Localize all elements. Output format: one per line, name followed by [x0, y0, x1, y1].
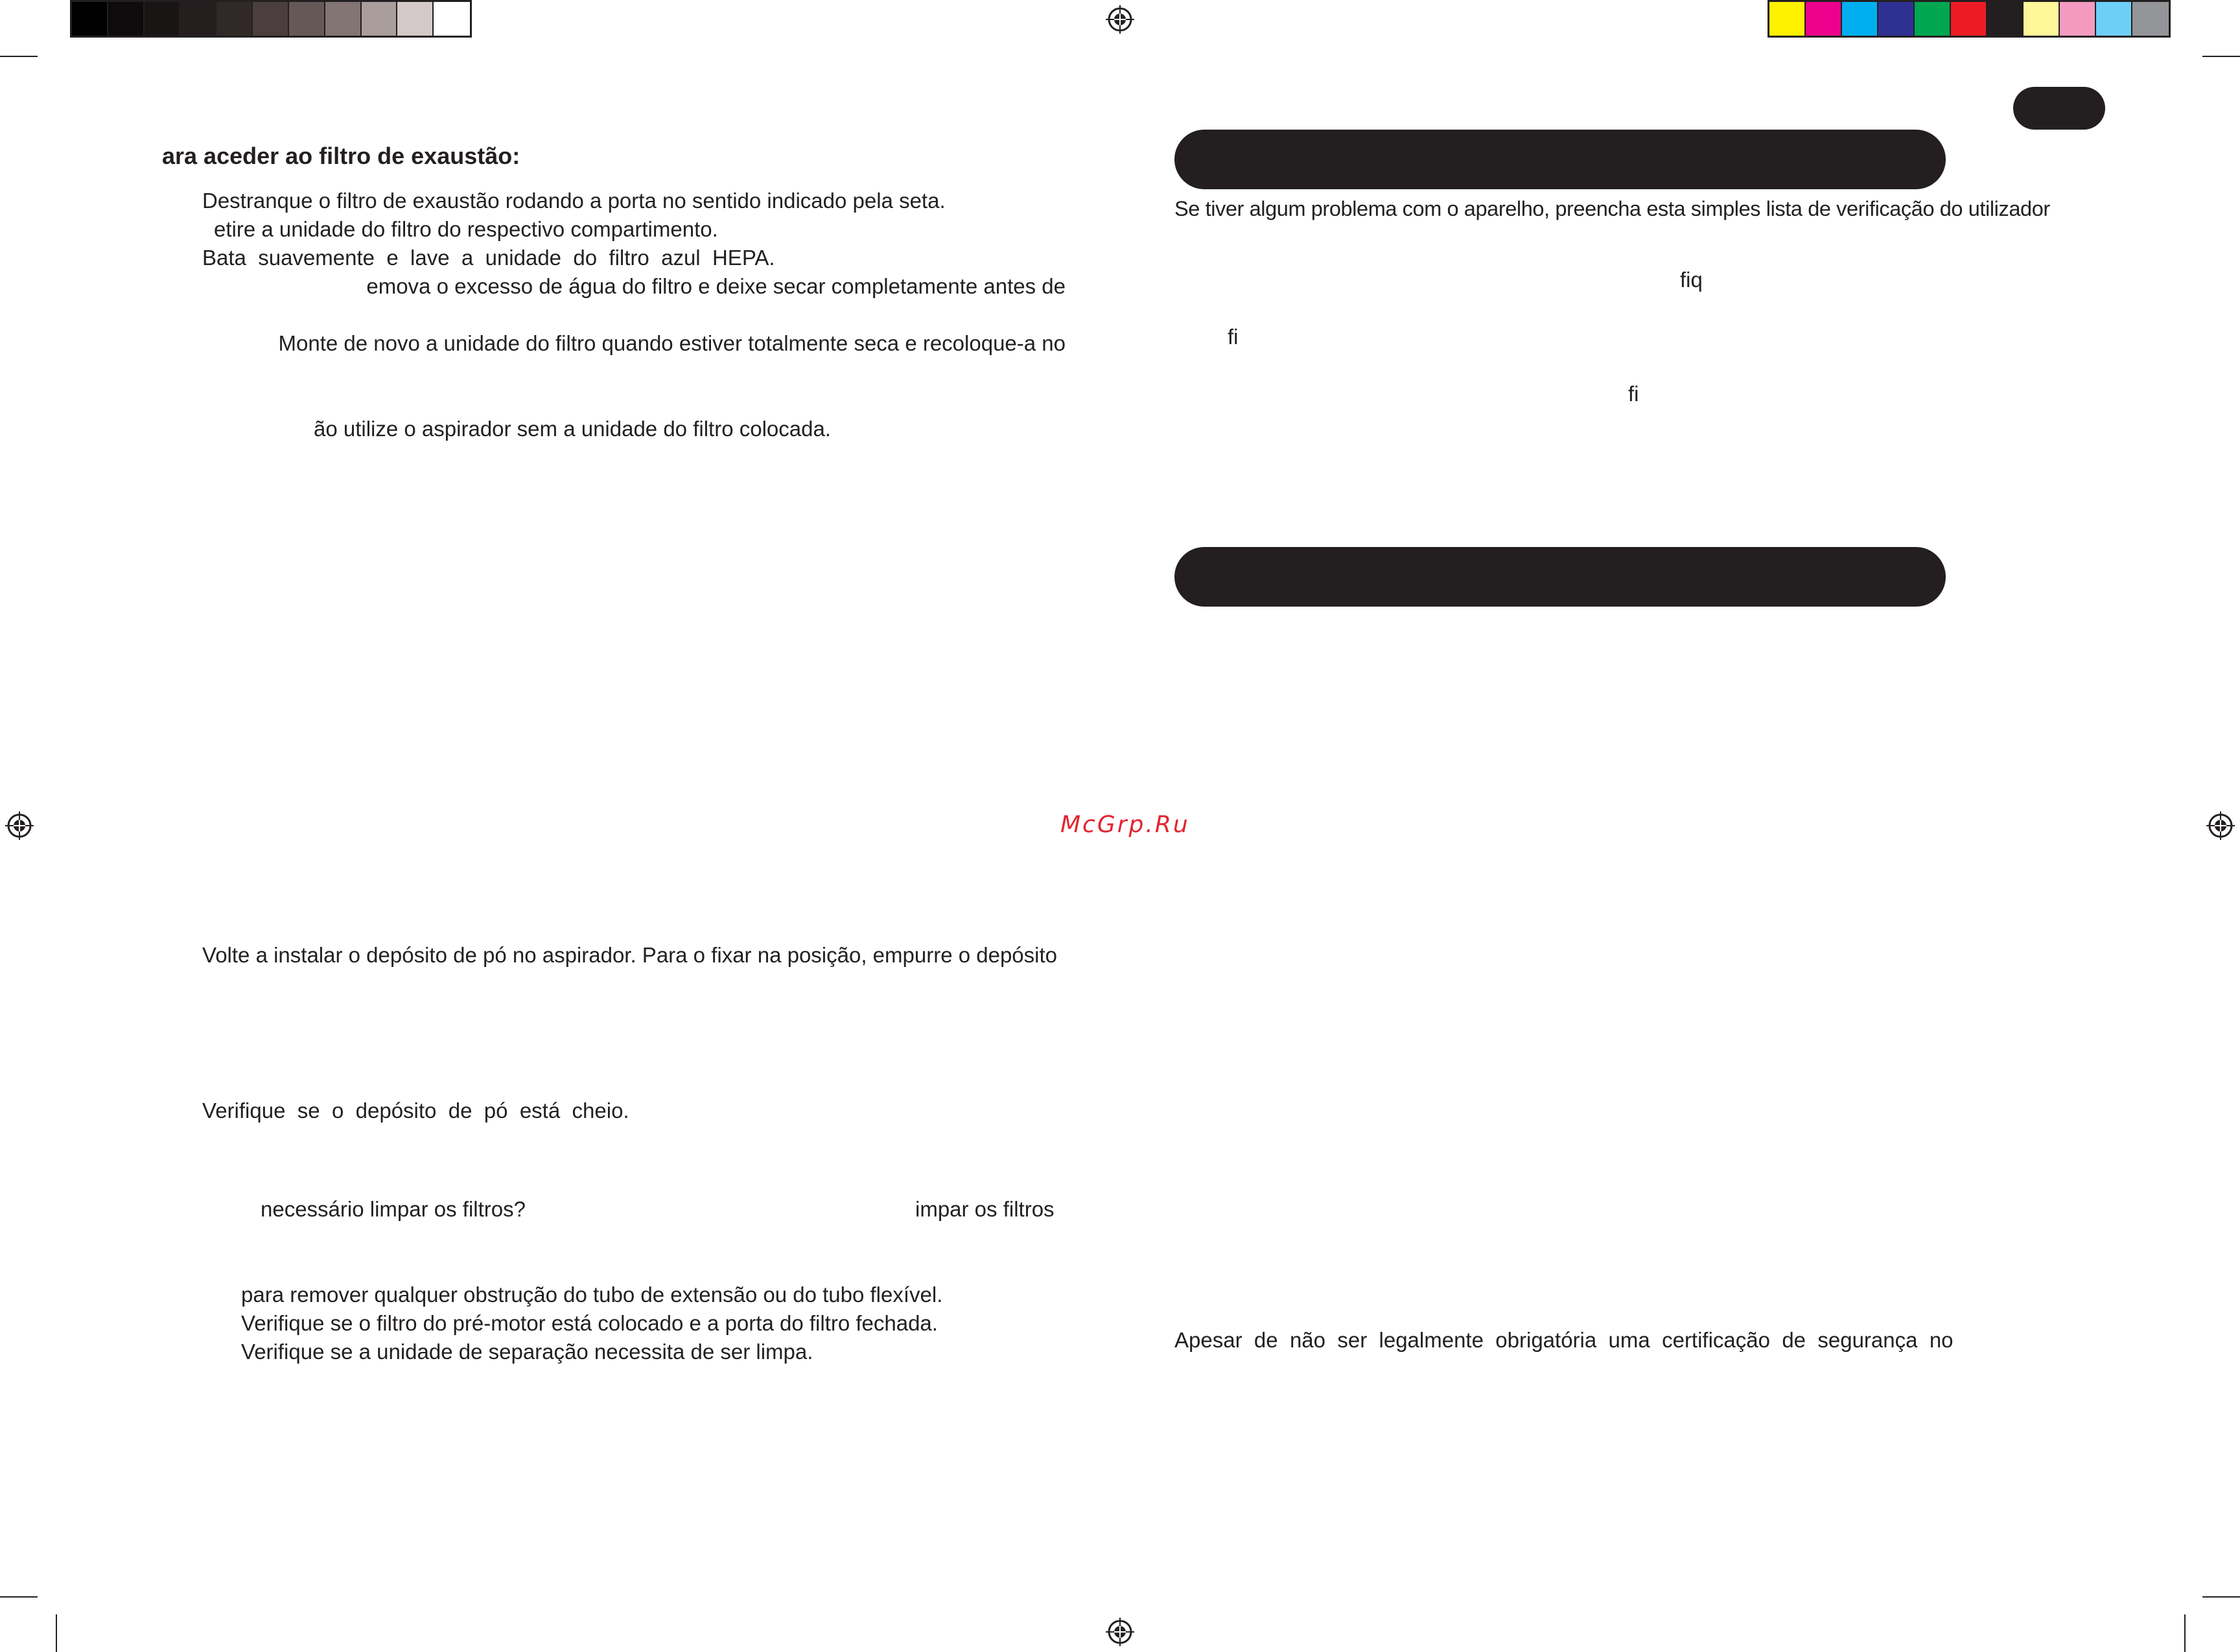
- color-swatch: [397, 2, 434, 36]
- section-heading: ara aceder ao filtro de exaustão:: [162, 143, 520, 169]
- color-swatch: [2024, 2, 2060, 36]
- step-unlock: Destranque o filtro de exaustão rodando a porta no sentido indicado pela seta.: [202, 189, 946, 213]
- color-swatch: [1987, 2, 2024, 36]
- section-header-bar: [1174, 130, 1946, 189]
- crop-mark: [2202, 56, 2240, 57]
- color-swatch: [1806, 2, 1842, 36]
- troubleshooting-intro: Se tiver algum problema com o aparelho, preencha esta simples lista de verificação do utilizador: [1174, 197, 2050, 220]
- color-swatch: [2096, 2, 2132, 36]
- color-swatch: [1842, 2, 1878, 36]
- crosshair-registration-icon: [1106, 5, 1134, 34]
- color-swatch: [434, 2, 470, 36]
- color-swatch: [289, 2, 325, 36]
- color-swatch: [216, 2, 253, 36]
- color-swatch: [108, 2, 145, 36]
- step-remove: etire a unidade do filtro do respectivo compartimento.: [214, 217, 718, 241]
- step-dry: emova o excesso de água do filtro e deixe secar completamente antes de: [366, 274, 1066, 298]
- color-swatch: [325, 2, 362, 36]
- clean-filters-answer: impar os filtros: [915, 1197, 1055, 1221]
- color-swatch: [1878, 2, 1915, 36]
- color-swatch: [1951, 2, 1987, 36]
- safety-certification-text: Apesar de não ser legalmente obrigatória uma certificação de segurança no: [1174, 1328, 1954, 1352]
- color-swatch: [1769, 2, 1806, 36]
- check-separation-unit: Verifique se a unidade de separação necessita de ser limpa.: [241, 1340, 813, 1364]
- text-fragment: fi: [1228, 325, 1239, 349]
- clean-filters-question: necessário limpar os filtros?: [261, 1197, 526, 1221]
- crosshair-registration-icon: [5, 811, 34, 840]
- watermark: McGrp.Ru: [1060, 811, 1190, 838]
- page-tab-badge: [2013, 87, 2105, 130]
- color-swatch: [362, 2, 398, 36]
- color-swatch: [2132, 2, 2169, 36]
- color-swatch: [72, 2, 108, 36]
- color-swatch: [1915, 2, 1951, 36]
- crop-mark: [0, 56, 38, 57]
- warning-filter: ão utilize o aspirador sem a unidade do filtro colocada.: [314, 417, 831, 441]
- step-wash: Bata suavemente e lave a unidade do filtro azul HEPA.: [202, 246, 775, 270]
- step-reassemble: Monte de novo a unidade do filtro quando estiver totalmente seca e recoloque-a no: [278, 331, 1066, 355]
- process-color-bar: [1768, 0, 2171, 38]
- color-swatch: [253, 2, 289, 36]
- crop-mark: [56, 1614, 57, 1652]
- crop-mark: [0, 1596, 38, 1598]
- grayscale-color-bar: [70, 0, 472, 38]
- section-header-bar: [1174, 547, 1946, 607]
- text-fragment: fi: [1628, 382, 1639, 406]
- color-swatch: [2060, 2, 2096, 36]
- remove-obstruction: para remover qualquer obstrução do tubo de extensão ou do tubo flexível.: [241, 1283, 943, 1307]
- crop-mark: [2202, 1596, 2240, 1598]
- check-bin-full: Verifique se o depósito de pó está cheio.: [202, 1099, 629, 1123]
- check-premotor-filter: Verifique se o filtro do pré-motor está colocado e a porta do filtro fechada.: [241, 1311, 938, 1335]
- crop-mark: [2184, 1614, 2186, 1652]
- color-swatch: [180, 2, 216, 36]
- text-fragment: fiq: [1680, 268, 1703, 292]
- reinstall-bin-text: Volte a instalar o depósito de pó no aspirador. Para o fixar na posição, empurre o depósito: [202, 943, 1058, 967]
- color-swatch: [145, 2, 181, 36]
- crosshair-registration-icon: [1106, 1618, 1134, 1646]
- crosshair-registration-icon: [2206, 811, 2235, 840]
